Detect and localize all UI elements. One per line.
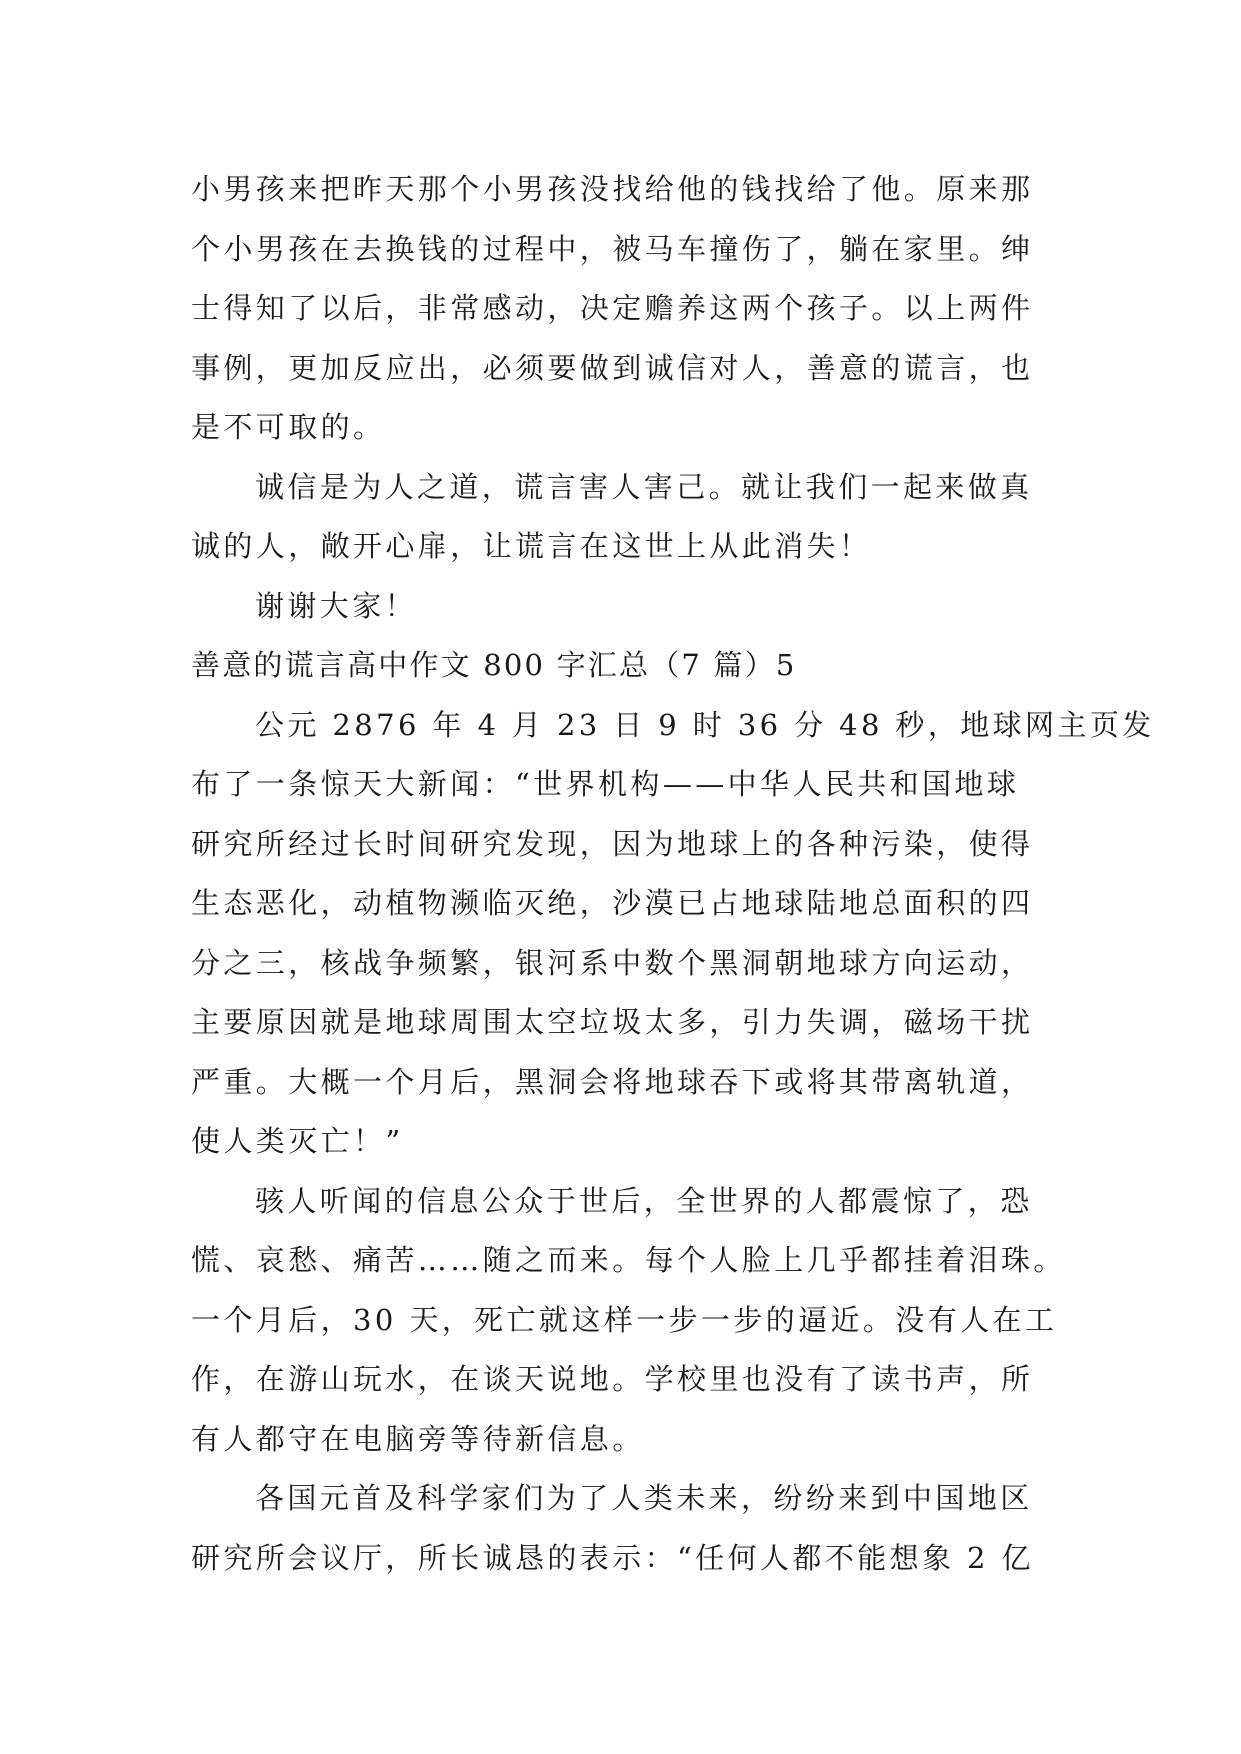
text-line: 小男孩来把昨天那个小男孩没找给他的钱找给了他。原来那: [191, 172, 1034, 206]
document-body: [191, 160, 1155, 1588]
text-line: 士得知了以后，非常感动，决定赡养这两个孩子。以上两件: [191, 291, 1034, 325]
paragraph-first-line: 骇人听闻的信息公众于世后，全世界的人都震惊了，恐: [255, 1183, 1033, 1218]
paragraph-first-line: 谢谢大家！: [255, 588, 418, 623]
text-line: 布了一条惊天大新闻：“世界机构——中华人民共和国地球: [191, 767, 1020, 801]
text-line: 诚的人，敞开心扉，让谎言在这世上从此消失！: [191, 529, 872, 563]
text-line: 研究所会议厅，所长诚恳的表示：“任何人都不能想象 2 亿: [191, 1540, 1034, 1575]
text-line: 分之三，核战争频繁，银河系中数个黑洞朝地球方向运动，: [191, 945, 1034, 980]
section-heading: 善意的谎言高中作文 800 字汇总（7 篇）5: [191, 648, 797, 682]
text-line: 一个月后，30 天，死亡就这样一步一步的逼近。没有人在工: [191, 1302, 1058, 1337]
text-line: 慌、哀愁、痛苦……随之而来。每个人脸上几乎都挂着泪珠。: [191, 1243, 1066, 1277]
text-line: 生态恶化，动植物濒临灭绝，沙漠已占地球陆地总面积的四: [191, 886, 1034, 920]
text-line: 有人都守在电脑旁等待新信息。: [191, 1421, 645, 1456]
paragraph-first-line: 诚信是为人之道，谎言害人害己。就让我们一起来做真: [255, 469, 1033, 504]
text-line: 个小男孩在去换钱的过程中，被马车撞伤了，躺在家里。绅: [191, 231, 1034, 266]
text-line: 严重。大概一个月后，黑洞会将地球吞下或将其带离轨道，: [191, 1064, 1034, 1099]
text-line: 主要原因就是地球周围太空垃圾太多，引力失调，磁场干扰: [191, 1005, 1034, 1039]
text-line: 是不可取的。: [191, 410, 386, 444]
paragraph-first-line: 各国元首及科学家们为了人类未来，纷纷来到中国地区: [255, 1481, 1033, 1515]
paragraph-first-line: 公元 2876 年 4 月 23 日 9 时 36 分 48 秒，地球网主页发: [255, 707, 1155, 742]
text-line: 作，在游山玩水，在谈天说地。学校里也没有了读书声，所: [191, 1362, 1034, 1396]
text-line: 使人类灭亡！”: [191, 1124, 404, 1158]
text-line: 事例，更加反应出，必须要做到诚信对人，善意的谎言，也: [191, 350, 1034, 385]
text-line: 研究所经过长时间研究发现，因为地球上的各种污染，使得: [191, 826, 1034, 861]
